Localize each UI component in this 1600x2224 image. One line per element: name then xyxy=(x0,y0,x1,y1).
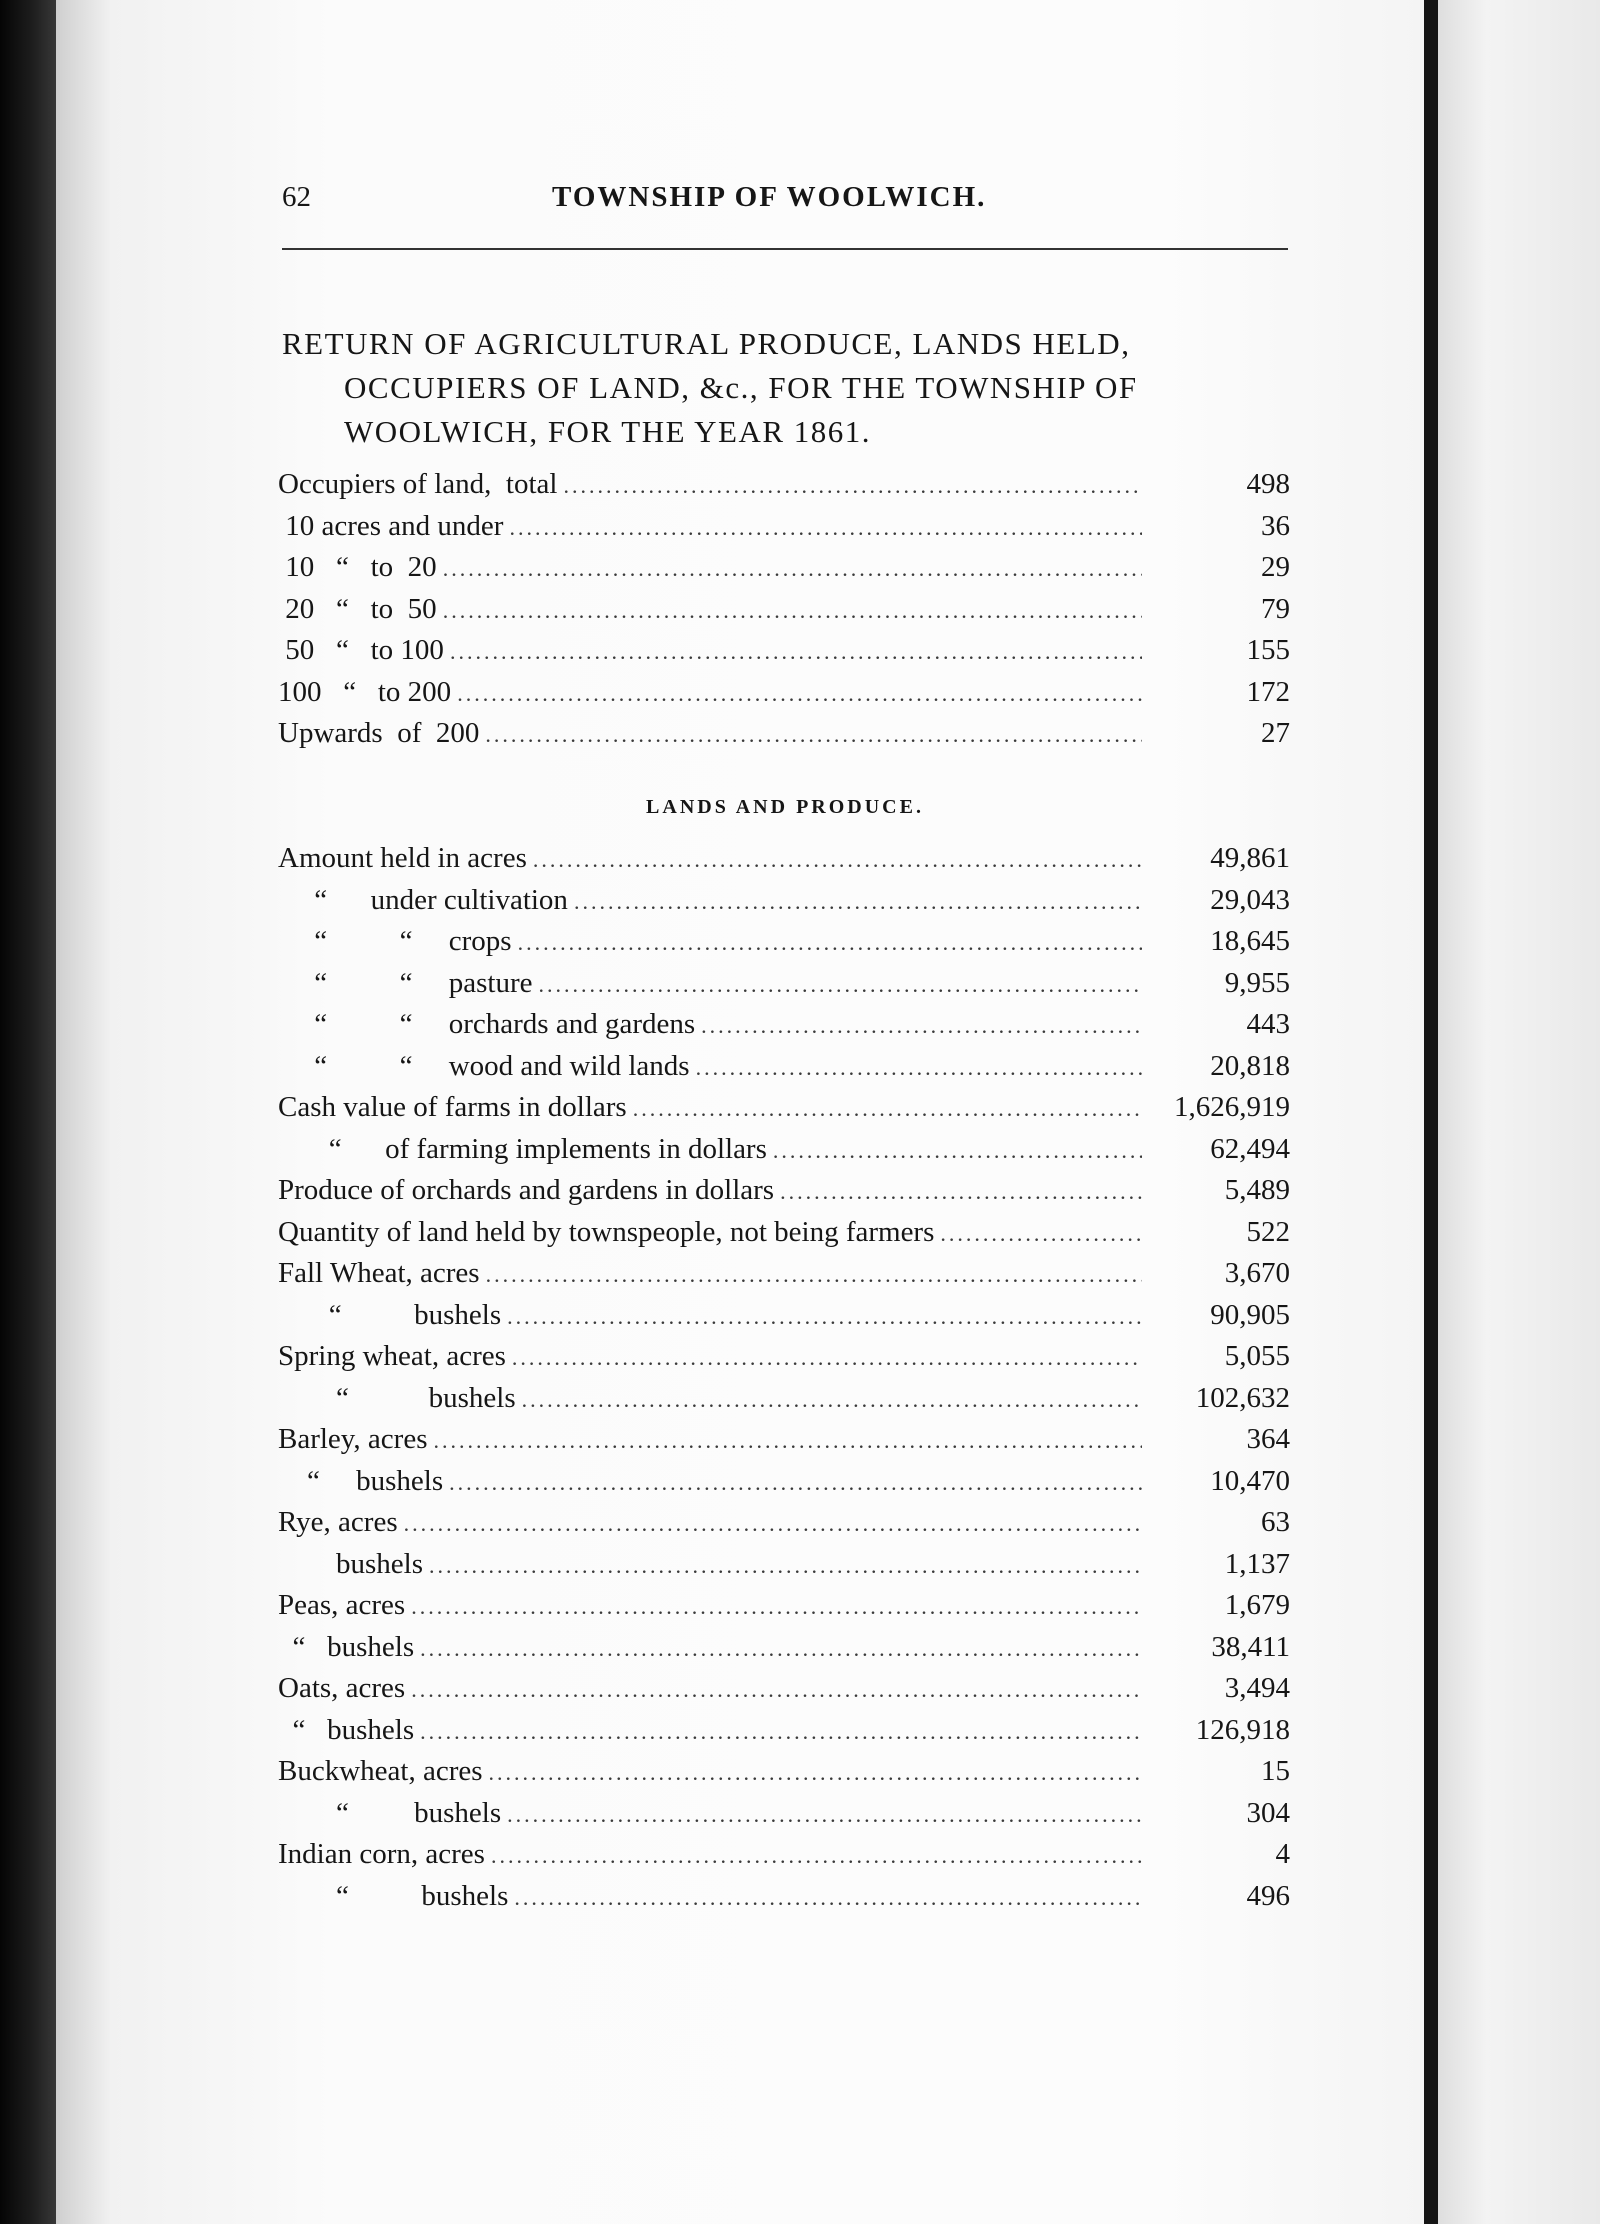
table-row xyxy=(278,1423,1290,1465)
scan-border-left xyxy=(0,0,58,2224)
row-label: Quantity of land held by townspeople, not being farmers xyxy=(278,1215,935,1248)
row-label: “ bushels xyxy=(278,1298,502,1331)
row-label: Fall Wheat, acres xyxy=(278,1257,480,1289)
row-label: Cash value of farms in dollars xyxy=(278,1091,627,1123)
table-row xyxy=(278,1299,1290,1341)
leader-dots xyxy=(420,1636,1142,1662)
row-value: 172 xyxy=(1246,675,1290,708)
leader-dots xyxy=(563,473,1142,499)
row-value: 496 xyxy=(1246,1879,1290,1912)
leader-dots xyxy=(514,1885,1142,1911)
report-title-line-1: RETURN OF AGRICULTURAL PRODUCE, LANDS HELD, xyxy=(282,326,1131,361)
table-row xyxy=(278,1506,1290,1548)
leader-dots xyxy=(420,1719,1142,1745)
adjacent-page-edge xyxy=(1438,0,1600,2224)
leader-dots xyxy=(429,1553,1142,1579)
table-row xyxy=(278,1589,1290,1631)
table-row xyxy=(278,1631,1290,1673)
row-value: 102,632 xyxy=(1195,1381,1290,1414)
row-value: 1,626,919 xyxy=(1174,1091,1290,1123)
row-value: 3,670 xyxy=(1224,1257,1290,1289)
leader-dots xyxy=(512,1345,1142,1371)
row-value: 49,861 xyxy=(1210,842,1290,874)
row-value: 155 xyxy=(1246,634,1290,666)
leader-dots xyxy=(633,1096,1142,1122)
row-label: 50 “ to 100 xyxy=(278,634,444,666)
row-label: Barley, acres xyxy=(278,1423,428,1455)
leader-dots xyxy=(780,1179,1142,1205)
leader-dots xyxy=(773,1138,1142,1164)
row-label: Spring wheat, acres xyxy=(278,1340,506,1372)
row-label: “ bushels xyxy=(278,1630,415,1663)
table-row xyxy=(278,1880,1290,1922)
table-row xyxy=(278,1174,1290,1216)
table-row xyxy=(278,1050,1290,1092)
table-row xyxy=(278,1465,1290,1507)
table-row xyxy=(278,593,1290,635)
leader-dots xyxy=(696,1055,1142,1081)
table-row xyxy=(278,1714,1290,1756)
row-value: 5,055 xyxy=(1224,1340,1290,1372)
leader-dots xyxy=(509,515,1142,541)
table-row xyxy=(278,884,1290,926)
table-row xyxy=(278,1382,1290,1424)
row-value: 126,918 xyxy=(1195,1713,1290,1746)
row-value: 3,494 xyxy=(1224,1672,1290,1704)
table-row xyxy=(278,1838,1290,1880)
table-row xyxy=(278,1797,1290,1839)
table-row xyxy=(278,842,1290,884)
row-value: 27 xyxy=(1261,717,1290,749)
row-label: “ “ pasture xyxy=(278,966,533,999)
row-value: 5,489 xyxy=(1224,1174,1290,1206)
row-label: Occupiers of land, total xyxy=(278,468,558,500)
table-row xyxy=(278,634,1290,676)
row-value: 63 xyxy=(1261,1506,1290,1538)
row-value: 443 xyxy=(1246,1008,1290,1040)
report-title-line-2: OCCUPIERS OF LAND, &c., FOR THE TOWNSHIP OF xyxy=(344,370,1138,405)
table-row xyxy=(278,676,1290,718)
table-row xyxy=(278,510,1290,552)
section-heading: LANDS AND PRODUCE. xyxy=(646,796,924,818)
row-value: 1,679 xyxy=(1224,1589,1290,1621)
table-row xyxy=(278,1340,1290,1382)
table-row xyxy=(278,468,1290,510)
produce-table xyxy=(278,842,1290,1921)
leader-dots xyxy=(485,722,1142,748)
report-title xyxy=(282,322,1292,454)
row-label: Produce of orchards and gardens in dollars xyxy=(278,1174,775,1206)
leader-dots xyxy=(518,930,1142,956)
row-value: 522 xyxy=(1246,1215,1290,1248)
page-gutter xyxy=(1424,0,1438,2224)
header-rule xyxy=(282,248,1288,250)
row-value: 4 xyxy=(1275,1838,1290,1870)
row-value: 498 xyxy=(1246,468,1290,500)
row-label: 10 acres and under xyxy=(278,509,504,542)
leader-dots xyxy=(457,681,1142,707)
row-value: 20,818 xyxy=(1210,1049,1290,1082)
row-label: Peas, acres xyxy=(278,1589,406,1621)
leader-dots xyxy=(507,1802,1142,1828)
row-value: 79 xyxy=(1261,592,1290,625)
leader-dots xyxy=(507,1304,1142,1330)
row-label: “ “ wood and wild lands xyxy=(278,1049,690,1082)
row-value: 29,043 xyxy=(1210,883,1290,916)
leader-dots xyxy=(574,889,1142,915)
row-label: Amount held in acres xyxy=(278,842,527,874)
row-value: 62,494 xyxy=(1210,1132,1290,1165)
leader-dots xyxy=(449,1470,1142,1496)
row-label: “ “ crops xyxy=(278,925,512,957)
row-value: 1,137 xyxy=(1224,1547,1290,1580)
table-row xyxy=(278,1257,1290,1299)
row-value: 9,955 xyxy=(1224,966,1290,999)
leader-dots xyxy=(533,847,1142,873)
row-label: “ bushels xyxy=(278,1381,516,1414)
leader-dots xyxy=(522,1387,1142,1413)
row-label: “ bushels xyxy=(278,1796,502,1829)
row-value: 18,645 xyxy=(1210,925,1290,957)
row-label: Oats, acres xyxy=(278,1672,406,1704)
row-label: 100 “ to 200 xyxy=(278,675,452,708)
table-row xyxy=(278,1091,1290,1133)
leader-dots xyxy=(450,639,1142,665)
table-row xyxy=(278,925,1290,967)
row-value: 364 xyxy=(1246,1423,1290,1455)
row-value: 15 xyxy=(1261,1755,1290,1787)
leader-dots xyxy=(491,1843,1142,1869)
row-label: “ under cultivation xyxy=(278,883,568,916)
row-label: 10 “ to 20 xyxy=(278,551,437,583)
row-label: “ of farming implements in dollars xyxy=(278,1132,767,1165)
table-row xyxy=(278,1672,1290,1714)
report-title-line-3: WOOLWICH, FOR THE YEAR 1861. xyxy=(344,414,872,449)
leader-dots xyxy=(411,1677,1142,1703)
leader-dots xyxy=(539,972,1143,998)
table-row xyxy=(278,717,1290,759)
table-row xyxy=(278,1548,1290,1590)
table-row xyxy=(278,551,1290,593)
row-label: Upwards of 200 xyxy=(278,717,480,749)
leader-dots xyxy=(433,1428,1142,1454)
row-value: 10,470 xyxy=(1210,1464,1290,1497)
table-row xyxy=(278,1008,1290,1050)
row-label: “ bushels xyxy=(278,1879,509,1912)
row-label: Buckwheat, acres xyxy=(278,1755,483,1787)
row-value: 304 xyxy=(1246,1796,1290,1829)
row-label: Rye, acres xyxy=(278,1506,398,1538)
row-label: “ bushels xyxy=(278,1713,415,1746)
leader-dots xyxy=(404,1511,1142,1537)
leader-dots xyxy=(443,598,1142,624)
row-label: bushels xyxy=(278,1547,423,1580)
page-number: 62 xyxy=(282,181,311,213)
row-label: “ “ orchards and gardens xyxy=(278,1008,696,1040)
row-value: 29 xyxy=(1261,551,1290,583)
leader-dots xyxy=(701,1013,1142,1039)
occupiers-table xyxy=(278,468,1290,759)
leader-dots xyxy=(486,1262,1142,1288)
row-value: 38,411 xyxy=(1211,1630,1290,1663)
leader-dots xyxy=(940,1221,1142,1247)
table-row xyxy=(278,1133,1290,1175)
leader-dots xyxy=(489,1760,1142,1786)
row-value: 36 xyxy=(1261,509,1290,542)
leader-dots xyxy=(411,1594,1142,1620)
row-label: Indian corn, acres xyxy=(278,1838,485,1870)
row-label: “ bushels xyxy=(278,1464,444,1497)
row-value: 90,905 xyxy=(1210,1298,1290,1331)
table-row xyxy=(278,1755,1290,1797)
row-label: 20 “ to 50 xyxy=(278,592,437,625)
table-row xyxy=(278,967,1290,1009)
leader-dots xyxy=(443,556,1142,582)
running-title: TOWNSHIP OF WOOLWICH. xyxy=(552,181,987,213)
table-row xyxy=(278,1216,1290,1258)
